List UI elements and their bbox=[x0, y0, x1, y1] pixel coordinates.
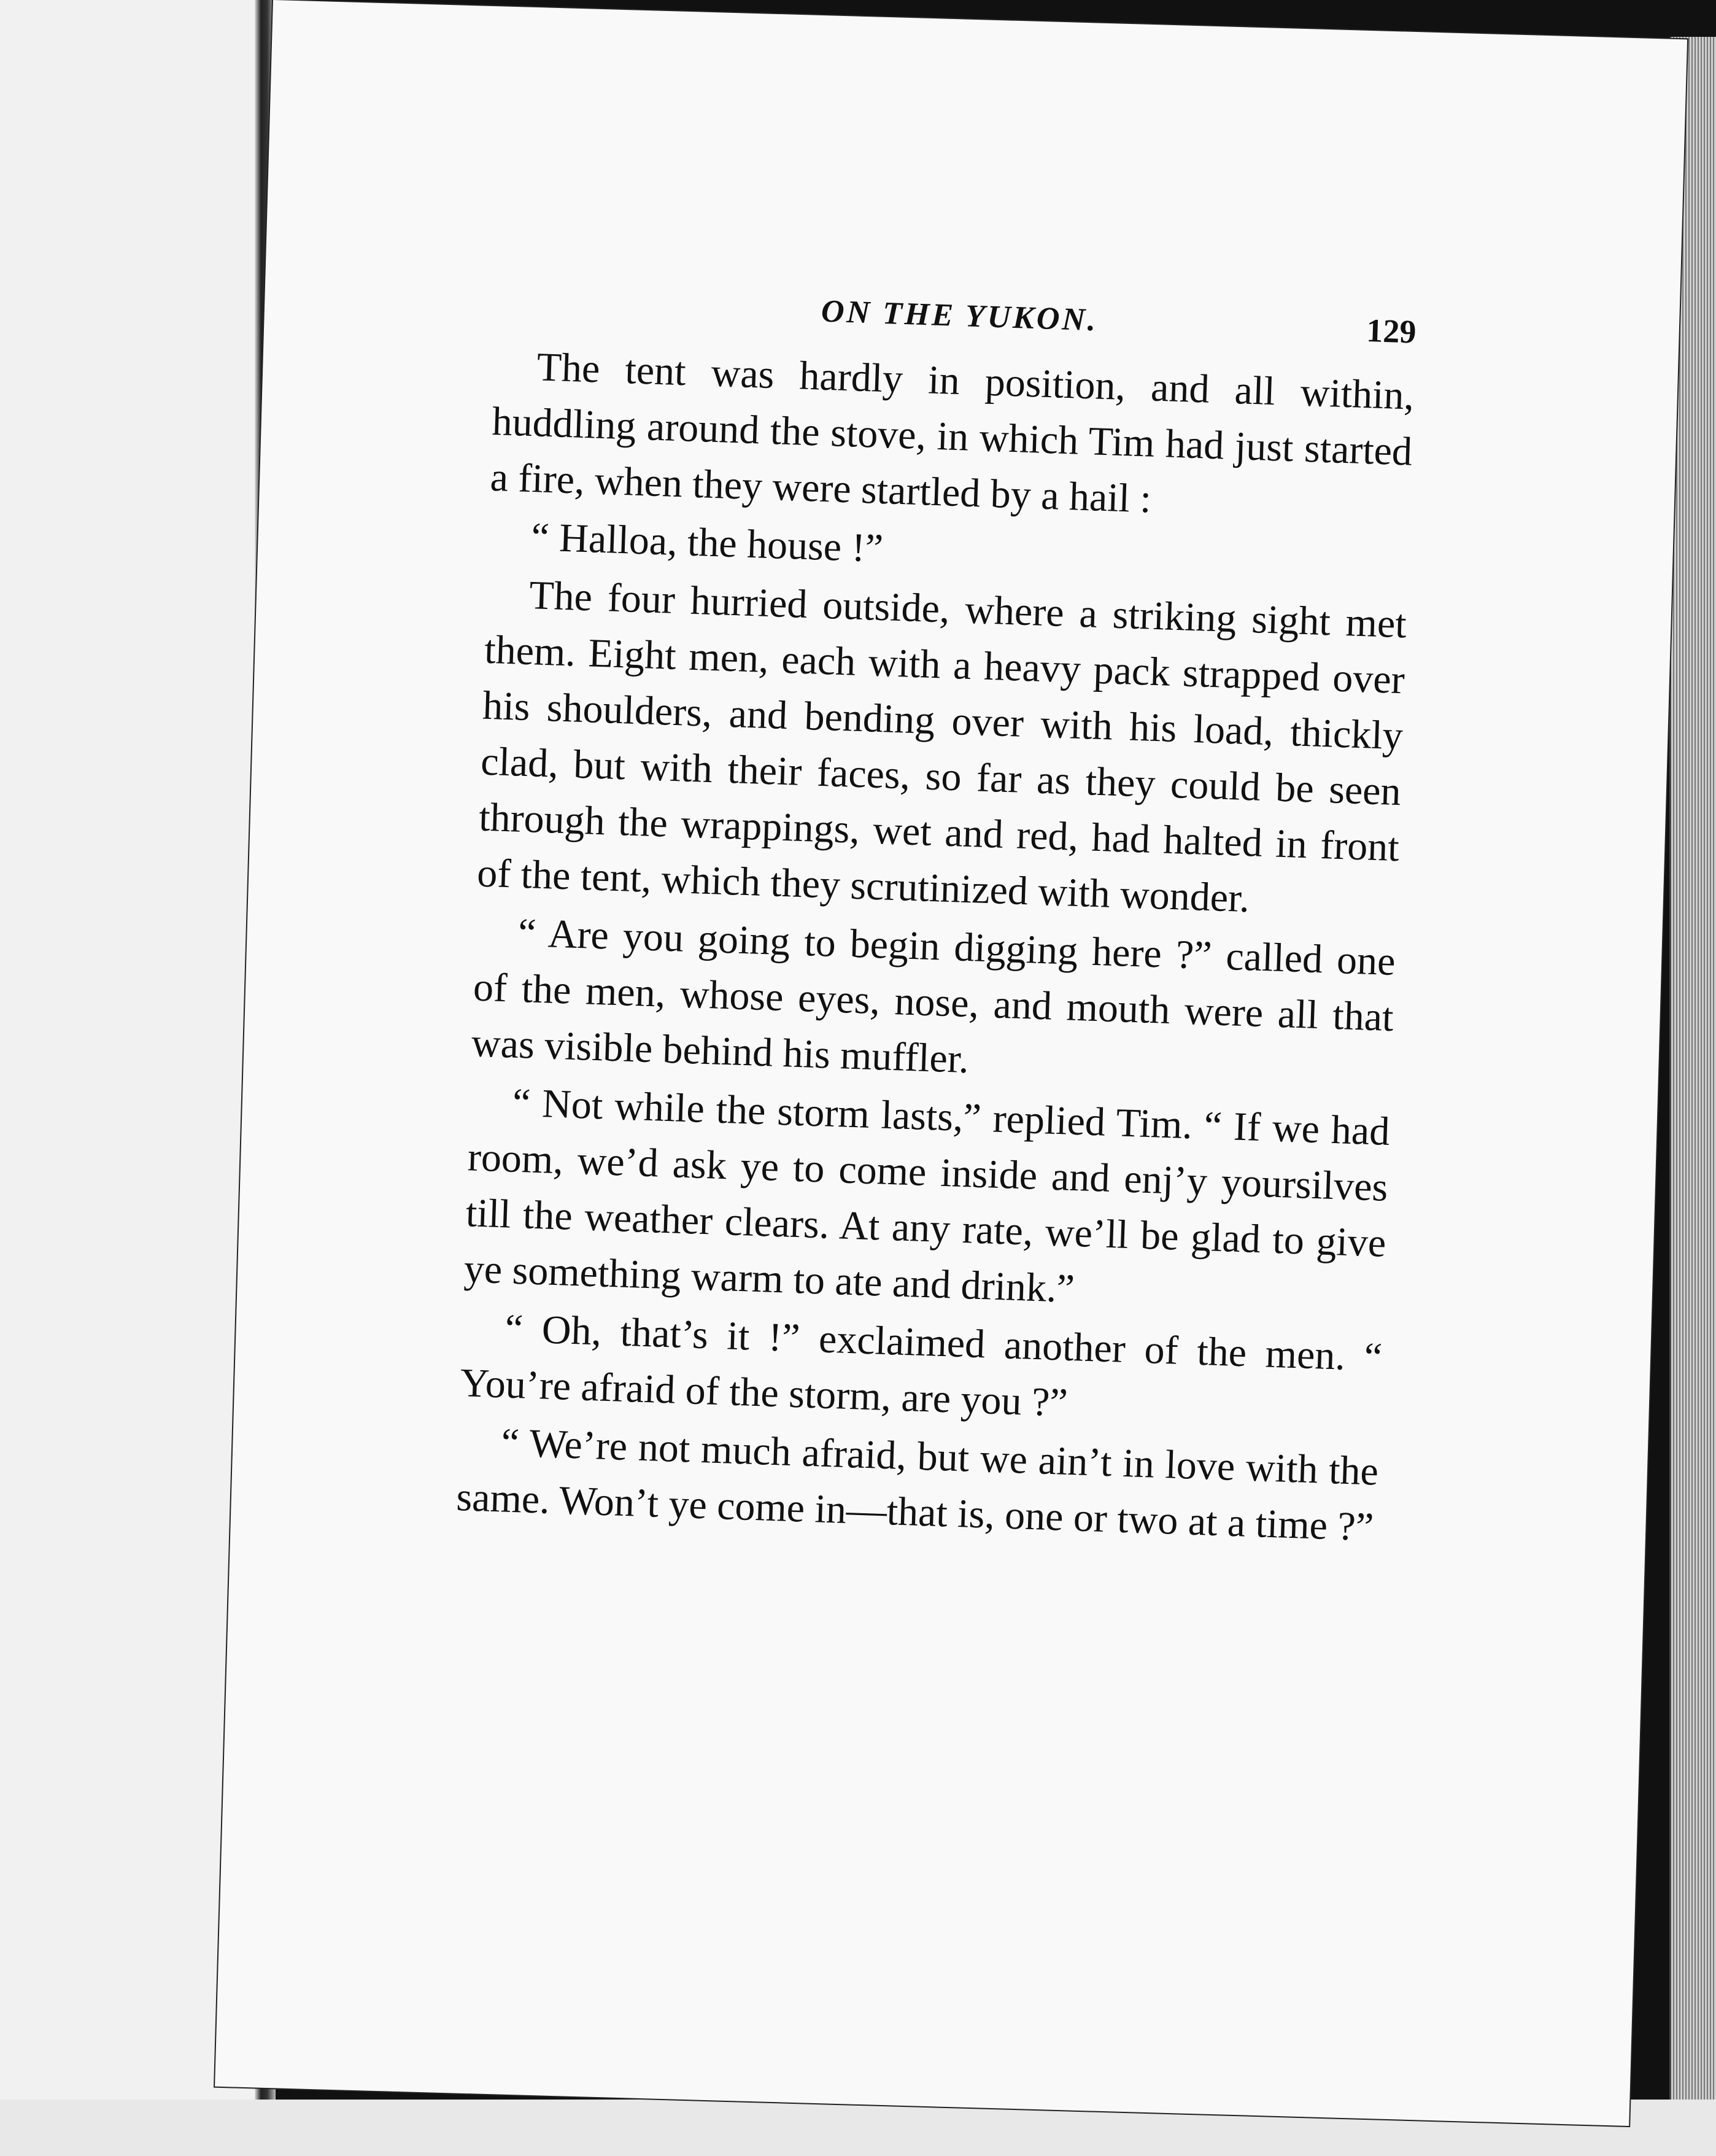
paragraph: “ Halloa, the house !” bbox=[530, 514, 884, 572]
paragraph: “ Oh, that’s it !” exclaimed another of the men. “ You’re afraid of the storm, are you ?” bbox=[459, 1306, 1383, 1425]
paragraph: “ Not while the storm lasts,” replied Tim. “ If we had room, we’d ask ye to come inside and enj’y yoursilves till the weather clears. At any rate, we’ll be glad to give ye something warm to ate and drink.” bbox=[463, 1080, 1391, 1312]
page-number: 129 bbox=[1366, 312, 1417, 351]
page-text-block bbox=[455, 270, 1417, 1556]
running-title: ON THE YUKON. bbox=[821, 293, 1099, 338]
paragraph: The tent was hardly in position, and all within, huddling around the stove, in which Tim had just started a fire, when they were startled by a hail : bbox=[489, 344, 1415, 522]
paragraph: The four hurried outside, where a striking sight met them. Eight men, each with a heavy pack strapped over his shoulders, and bending over with his load, thickly clad, but with their faces, so far as they could be seen through the wrappings, wet and red, had halted in front of the tent, which they scrutinized with wonder. bbox=[476, 573, 1407, 921]
paragraph: “ Are you going to begin digging here ?” called one of the men, whose eyes, nose, and mouth were all that was visible behind his muffler. bbox=[471, 910, 1396, 1082]
paragraph: “ We’re not much afraid, but we ain’t in love with the same. Won’t ye come in—that is, one or two at a time ?” bbox=[455, 1420, 1380, 1550]
